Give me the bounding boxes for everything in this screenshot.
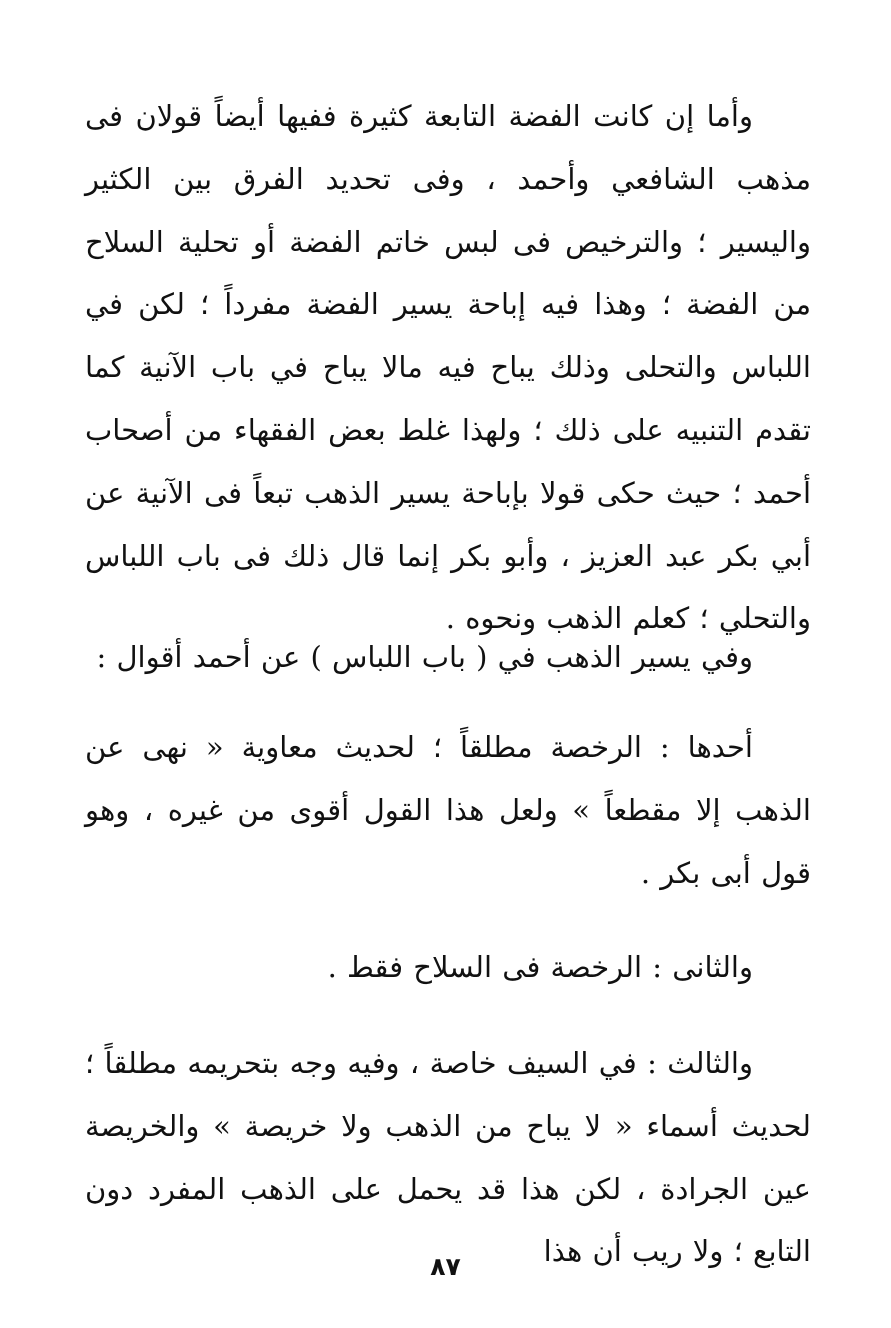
paragraph-second-opinion: والثانى : الرخصة فى السلاح فقط . xyxy=(327,950,753,984)
paragraph-silver-ruling: وأما إن كانت الفضة التابعة كثيرة ففيها أيضاً قولان فى مذهب الشافعي وأحمد ، وفى تحديد الفرق بين الكثير واليسير ؛ والترخيص فى لبس خاتم الفضة أو تحلية السلاح من الفضة ؛ وهذا فيه إباحة يسير الفضة مفرداً ؛ لكن في اللباس والتحلى وذلك يباح فيه مالا يباح في باب الآنية كما تقدم التنبيه على ذلك ؛ ولهذا غلط بعض الفقهاء من أصحاب أحمد ؛ حيث حكى قولا بإباحة يسير الذهب تبعاً فى الآنية عن أبي بكر عبد العزيز ، وأبو بكر إنما قال ذلك فى باب اللباس والتحلي ؛ كعلم الذهب ونحوه . xyxy=(85,99,811,636)
paragraph-first-opinion: أحدها : الرخصة مطلقاً ؛ لحديث معاوية « نهى عن الذهب إلا مقطعاً » ولعل هذا القول أقوى من غيره ، وهو قول أبى بكر . xyxy=(85,730,811,890)
page-number: ٨٧ xyxy=(430,1252,461,1281)
paragraph-gold-opinions-intro: وفي يسير الذهب في ( باب اللباس ) عن أحمد أقوال : xyxy=(96,640,753,674)
paragraph-third-opinion: والثالث : في السيف خاصة ، وفيه وجه بتحريمه مطلقاً ؛ لحديث أسماء « لا يباح من الذهب ولا خريصة » والخريصة عين الجرادة ، لكن هذا قد يحمل على الذهب المفرد دون التابع ؛ ولا ريب أن هذا xyxy=(85,1046,811,1269)
